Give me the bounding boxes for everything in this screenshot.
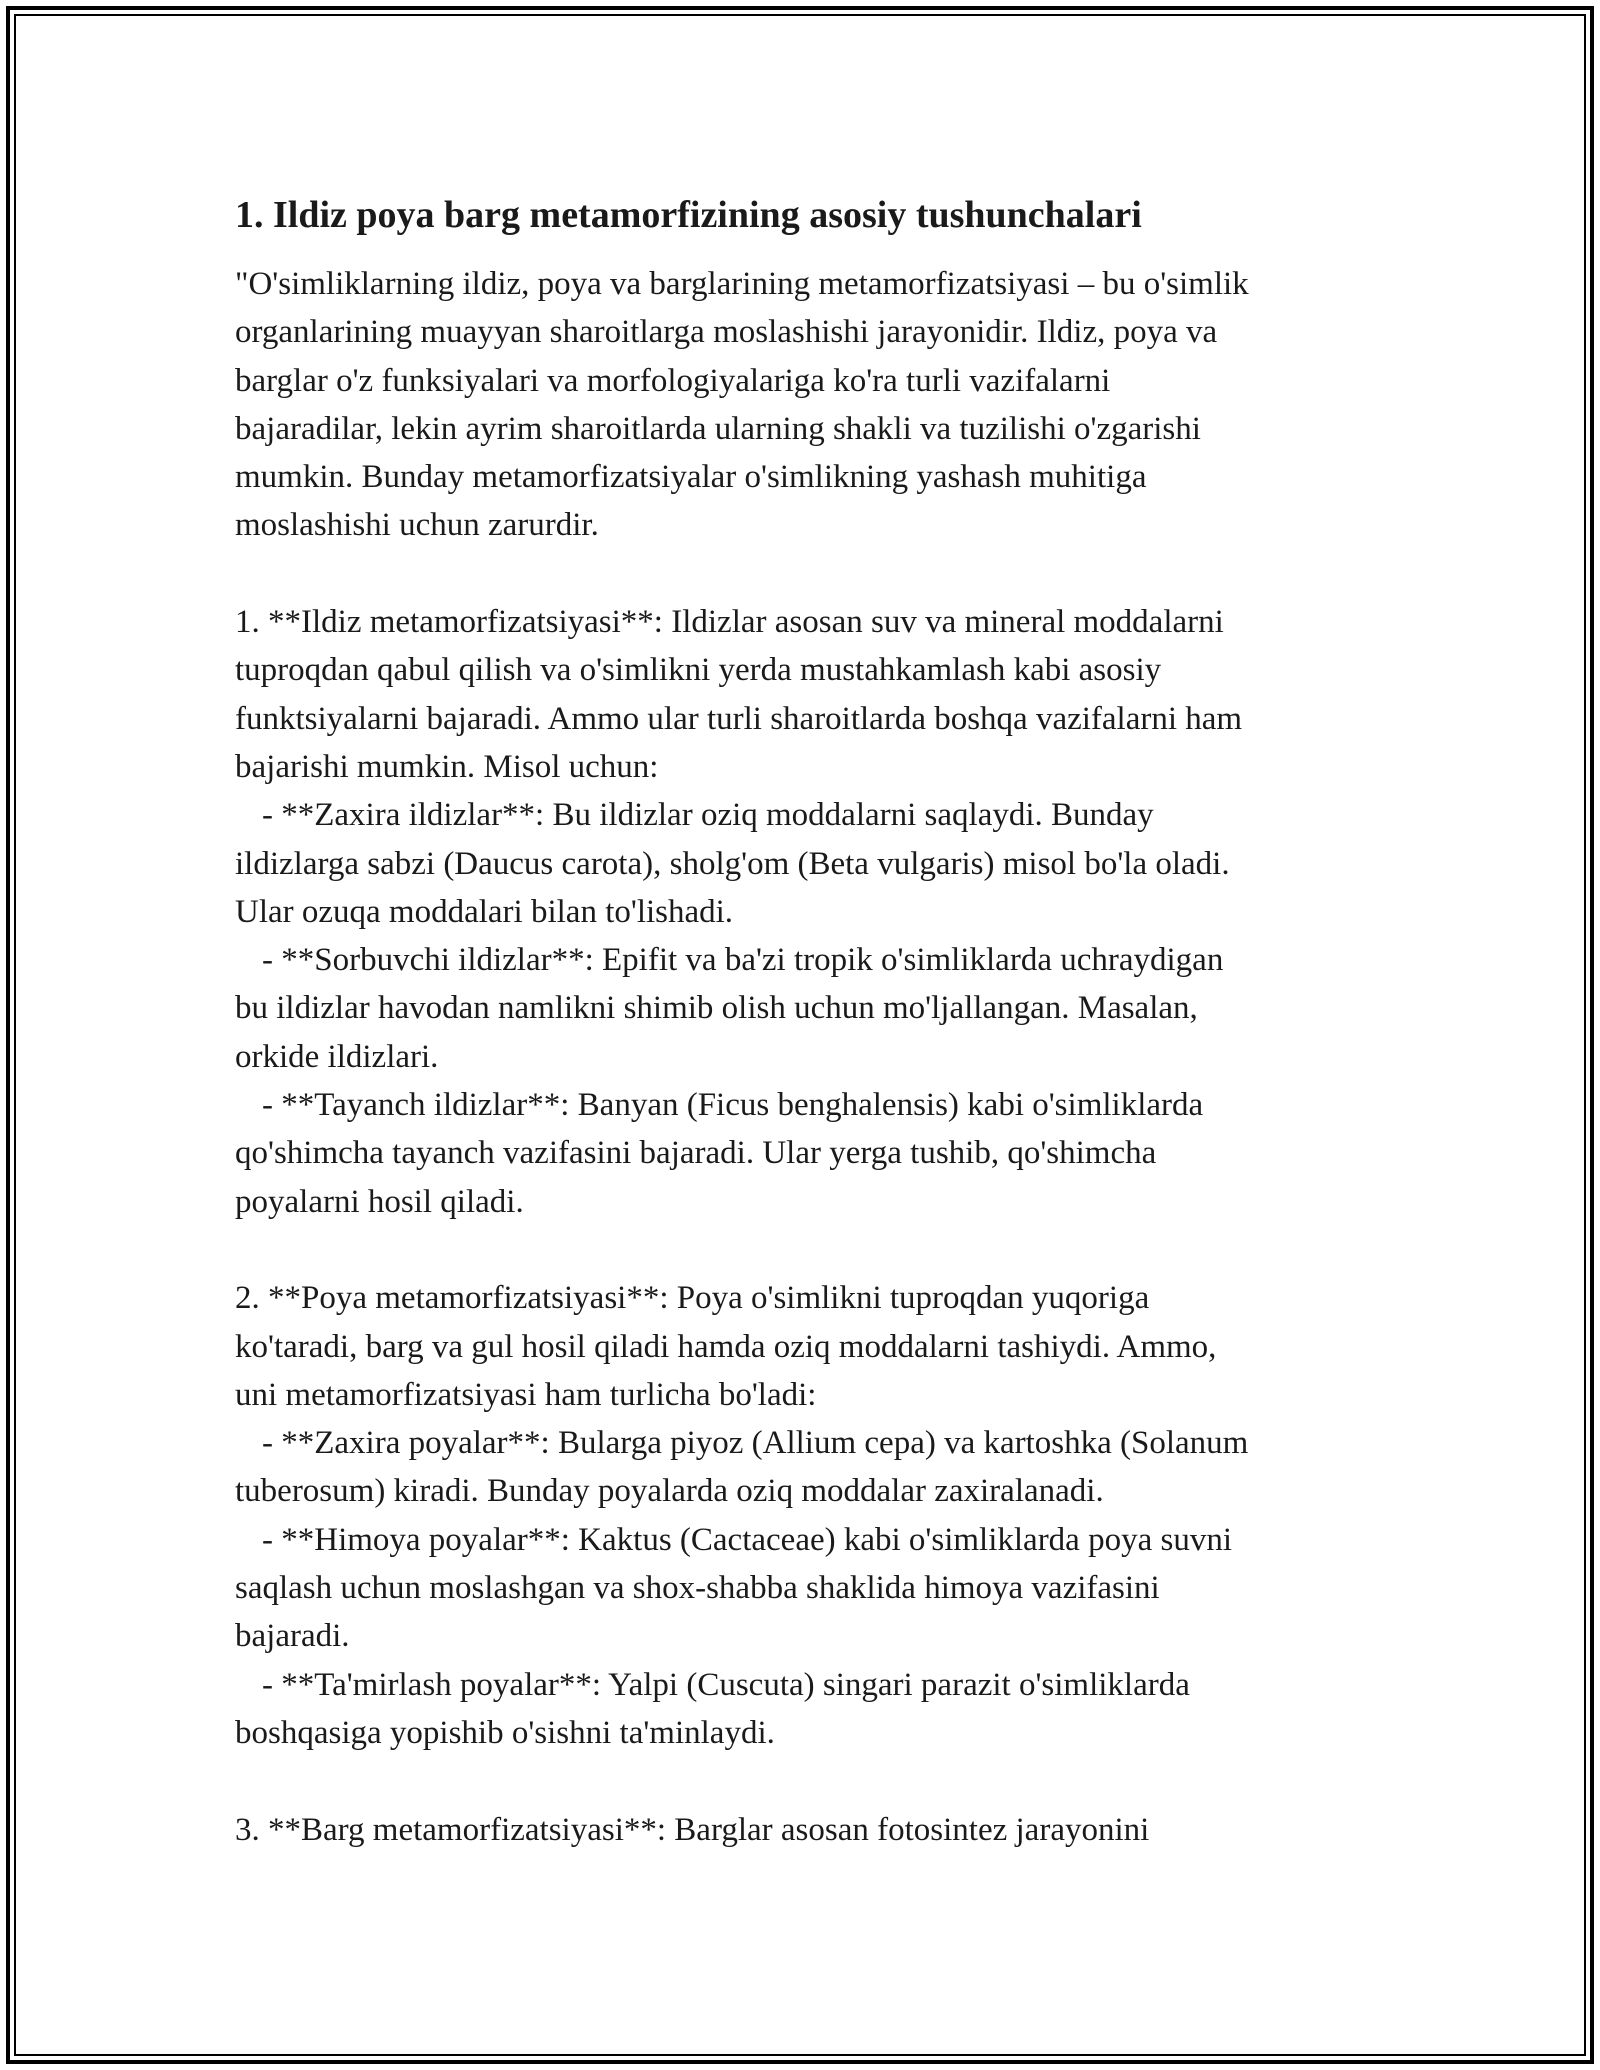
text-line: ildizlarga sabzi (Daucus carota), sholg'om (Beta vulgaris) misol bo'la oladi. [235, 845, 1230, 882]
text-line: - **Zaxira ildizlar**: Bu ildizlar oziq moddalarni saqlaydi. Bunday [262, 797, 1154, 834]
list-item-storage-stems [235, 1419, 1370, 1516]
text-line: "O'simliklarning ildiz, poya va barglarining metamorfizatsiyasi – bu o'simlik [235, 266, 1249, 302]
text-line: - **Tayanch ildizlar**: Banyan (Ficus benghalensis) kabi o'simliklarda [262, 1087, 1204, 1124]
text-line: Ular ozuqa moddalari bilan to'lishadi. [235, 893, 734, 930]
text-line: - **Sorbuvchi ildizlar**: Epifit va ba'zi tropik o'simliklarda uchraydigan [262, 942, 1224, 979]
section-root-metamorphosis [235, 598, 1370, 1226]
list-item-storage-roots [235, 791, 1370, 936]
paragraph-gap [235, 1226, 1370, 1274]
text-line: - **Zaxira poyalar**: Bularga piyoz (Allium cepa) va kartoshka (Solanum [262, 1425, 1249, 1462]
page-title: 1. Ildiz poya barg metamorfizining asosiy tushunchalari [235, 194, 1142, 236]
text-line: bajaradi. [235, 1618, 350, 1655]
list-item-support-roots [235, 1081, 1370, 1226]
text-line: - **Ta'mirlash poyalar**: Yalpi (Cuscuta) singari parazit o'simliklarda [262, 1666, 1190, 1703]
text-line: saqlash uchun moslashgan va shox-shabba shaklida himoya vazifasini [235, 1570, 1160, 1607]
text-line: bajaradilar, lekin ayrim sharoitlarda ularning shakli va tuzilishi o'zgarishi [235, 410, 1201, 447]
text-line: moslashishi uchun zarurdir. [235, 507, 599, 544]
text-line: funktsiyalarni bajaradi. Ammo ular turli sharoitlarda boshqa vazifalarni ham [235, 700, 1243, 737]
text-line: boshqasiga yopishib o'sishni ta'minlaydi. [235, 1714, 775, 1751]
text-line: bu ildizlar havodan namlikni shimib olish uchun mo'ljallangan. Masalan, [235, 990, 1198, 1027]
text-line: qo'shimcha tayanch vazifasini bajaradi. Ular yerga tushib, qo'shimcha [235, 1135, 1157, 1172]
text-line: tuproqdan qabul qilish va o'simlikni yerda mustahkamlash kabi asosiy [235, 652, 1162, 689]
text-line: bajarishi mumkin. Misol uchun: [235, 748, 659, 785]
section-stem-metamorphosis [235, 1274, 1370, 1757]
list-item-absorbing-roots [235, 936, 1370, 1081]
list-item-protective-stems [235, 1516, 1370, 1661]
text-line: barglar o'z funksiyalari va morfologiyalariga ko'ra turli vazifalarni [235, 362, 1111, 399]
paragraph-gap [235, 1757, 1370, 1805]
text-line: tuberosum) kiradi. Bunday poyalarda oziq moddalar zaxiralanadi. [235, 1473, 1104, 1510]
text-line: - **Himoya poyalar**: Kaktus (Cactaceae) kabi o'simliklarda poya suvni [262, 1521, 1232, 1558]
section-leaf-metamorphosis [235, 1806, 1370, 1854]
text-line: orkide ildizlari. [235, 1038, 439, 1075]
text-line: 1. **Ildiz metamorfizatsiyasi**: Ildizlar asosan suv va mineral moddalarni [235, 604, 1224, 641]
text-line: 2. **Poya metamorfizatsiyasi**: Poya o'simlikni tuproqdan yuqoriga [235, 1280, 1150, 1317]
intro-paragraph [235, 260, 1370, 550]
text-line: mumkin. Bunday metamorfizatsiyalar o'simlikning yashash muhitiga [235, 459, 1147, 496]
paragraph-gap [235, 550, 1370, 598]
list-item-repair-stems [235, 1661, 1370, 1758]
text-line: ko'taradi, barg va gul hosil qiladi hamda oziq moddalarni tashiydi. Ammo, [235, 1328, 1217, 1365]
text-line: organlarining muayyan sharoitlarga moslashishi jarayonidir. Ildiz, poya va [235, 314, 1218, 351]
text-line: 3. **Barg metamorfizatsiyasi**: Barglar asosan fotosintez jarayonini [235, 1811, 1150, 1848]
text-line: uni metamorfizatsiyasi ham turlicha bo'ladi: [235, 1376, 817, 1413]
document-body [235, 190, 1370, 1854]
text-line: poyalarni hosil qiladi. [235, 1183, 524, 1220]
